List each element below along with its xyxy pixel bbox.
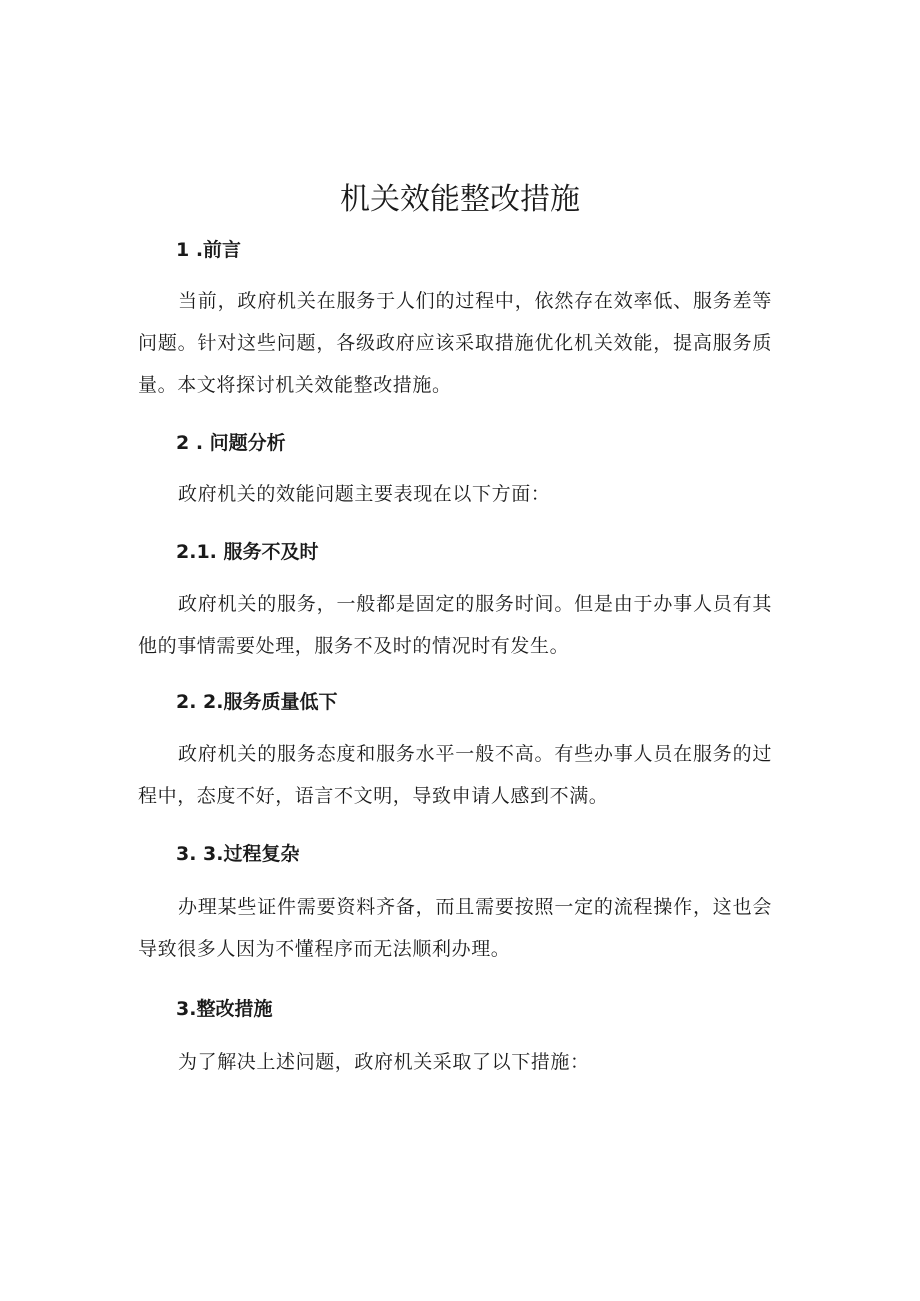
document-title: 机关效能整改措施 <box>340 182 580 217</box>
section-heading-preface: 1 .前言 <box>176 239 242 261</box>
subsection-heading-low-quality: 2. 2.服务质量低下 <box>176 691 338 713</box>
paragraph-untimely-service: 政府机关的服务，一般都是固定的服务时间。但是由于办事人员有其他的事情需要处理，服务不及时的情况时有发生。 <box>138 593 772 657</box>
section-heading-rectification: 3.整改措施 <box>176 998 273 1020</box>
subsection-heading-complex-process: 3. 3.过程复杂 <box>176 843 300 865</box>
section-heading-problem-analysis: 2 . 问题分析 <box>176 432 286 454</box>
paragraph-low-quality: 政府机关的服务态度和服务水平一般不高。有些办事人员在服务的过程中，态度不好，语言不文明，导致申请人感到不满。 <box>138 743 772 807</box>
paragraph-preface: 当前，政府机关在服务于人们的过程中，依然存在效率低、服务差等问题。针对这些问题，各级政府应该采取措施优化机关效能，提高服务质量。本文将探讨机关效能整改措施。 <box>138 290 772 396</box>
paragraph-rectification-intro: 为了解决上述问题，政府机关采取了以下措施： <box>178 1051 590 1073</box>
subsection-heading-untimely-service: 2.1. 服务不及时 <box>176 541 319 563</box>
paragraph-complex-process: 办理某些证件需要资料齐备，而且需要按照一定的流程操作，这也会导致很多人因为不懂程序而无法顺利办理。 <box>138 896 772 960</box>
paragraph-problem-intro: 政府机关的效能问题主要表现在以下方面： <box>178 483 551 505</box>
